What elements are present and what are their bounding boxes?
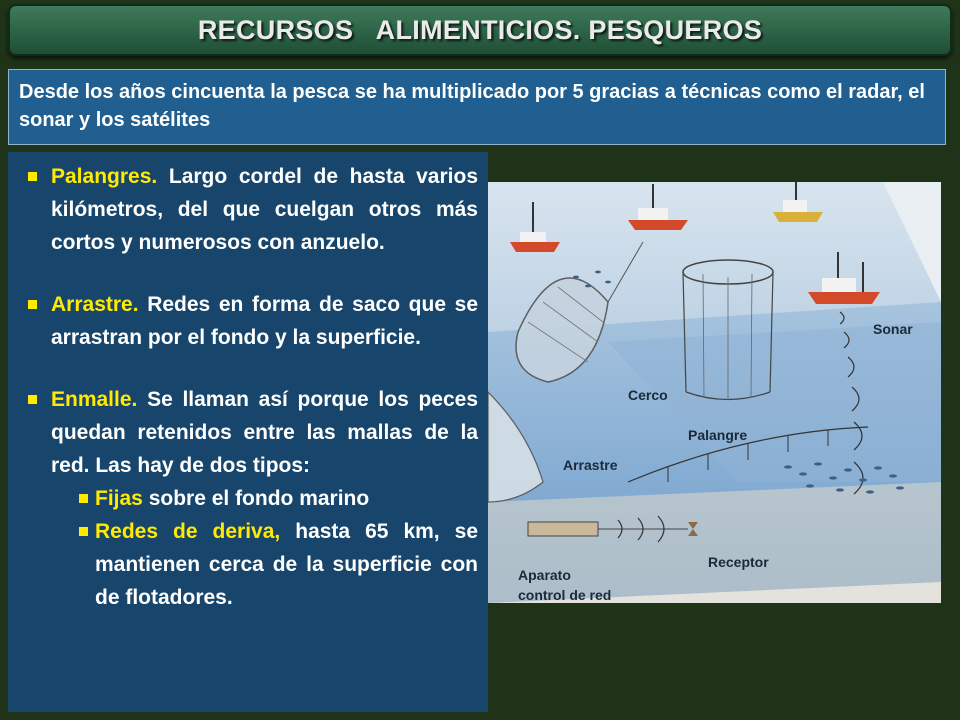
content-panel: [8, 152, 488, 712]
desc-fijas: sobre el fondo marino: [142, 487, 370, 510]
term-enmalle: Enmalle.: [51, 388, 138, 411]
page-title: RECURSOS ALIMENTICIOS. PESQUEROS: [197, 14, 763, 45]
label-arrastre: Arrastre: [563, 457, 618, 473]
label-receptor: Receptor: [708, 554, 769, 570]
label-sonar: Sonar: [873, 321, 913, 337]
term-arrastre: Arrastre.: [51, 293, 139, 316]
square-bullet-icon: [28, 300, 37, 309]
label-control-de-red: control de red: [518, 587, 612, 603]
term-deriva: Redes de deriva,: [95, 520, 281, 543]
square-bullet-icon: [79, 494, 88, 503]
intro-text: Desde los años cincuenta la pesca se ha multiplicado por 5 gracias a técnicas como el radar, el sonar y los satélites: [19, 81, 925, 131]
fishing-techniques-illustration: [488, 182, 941, 603]
square-bullet-icon: [28, 395, 37, 404]
intro-box: [8, 69, 946, 145]
desc-palangres: Largo cordel de hasta varios kilómetros, del que cuelgan otros más cortos y numerosos con anzuelo.: [51, 165, 478, 254]
label-cerco: Cerco: [628, 387, 668, 403]
list-item-arrastre: [20, 288, 478, 354]
desc-arrastre: Redes en forma de saco que se arrastran por el fondo y la superficie.: [51, 293, 478, 349]
square-bullet-icon: [79, 527, 88, 536]
seabed-area: [488, 482, 941, 603]
enmalle-types-list: [51, 482, 478, 614]
term-palangres: Palangres.: [51, 165, 158, 188]
title-bar: [8, 4, 952, 56]
label-aparato: Aparato: [518, 567, 571, 583]
square-bullet-icon: [28, 172, 37, 181]
desc-deriva: hasta 65 km, se mantienen cerca de la superficie con de flotadores.: [95, 520, 478, 609]
illustration-svg: [488, 182, 941, 603]
list-item-palangres: [20, 160, 478, 259]
list-item-enmalle: [20, 383, 478, 614]
fishing-methods-list: [20, 160, 478, 614]
sub-item-deriva: [51, 515, 478, 614]
desc-enmalle: Se llaman así porque los peces quedan retenidos entre las mallas de la red. Las hay de dos tipos:: [51, 388, 478, 477]
sub-item-fijas: [51, 482, 478, 515]
label-palangre: Palangre: [688, 427, 748, 443]
term-fijas: Fijas: [95, 487, 143, 510]
